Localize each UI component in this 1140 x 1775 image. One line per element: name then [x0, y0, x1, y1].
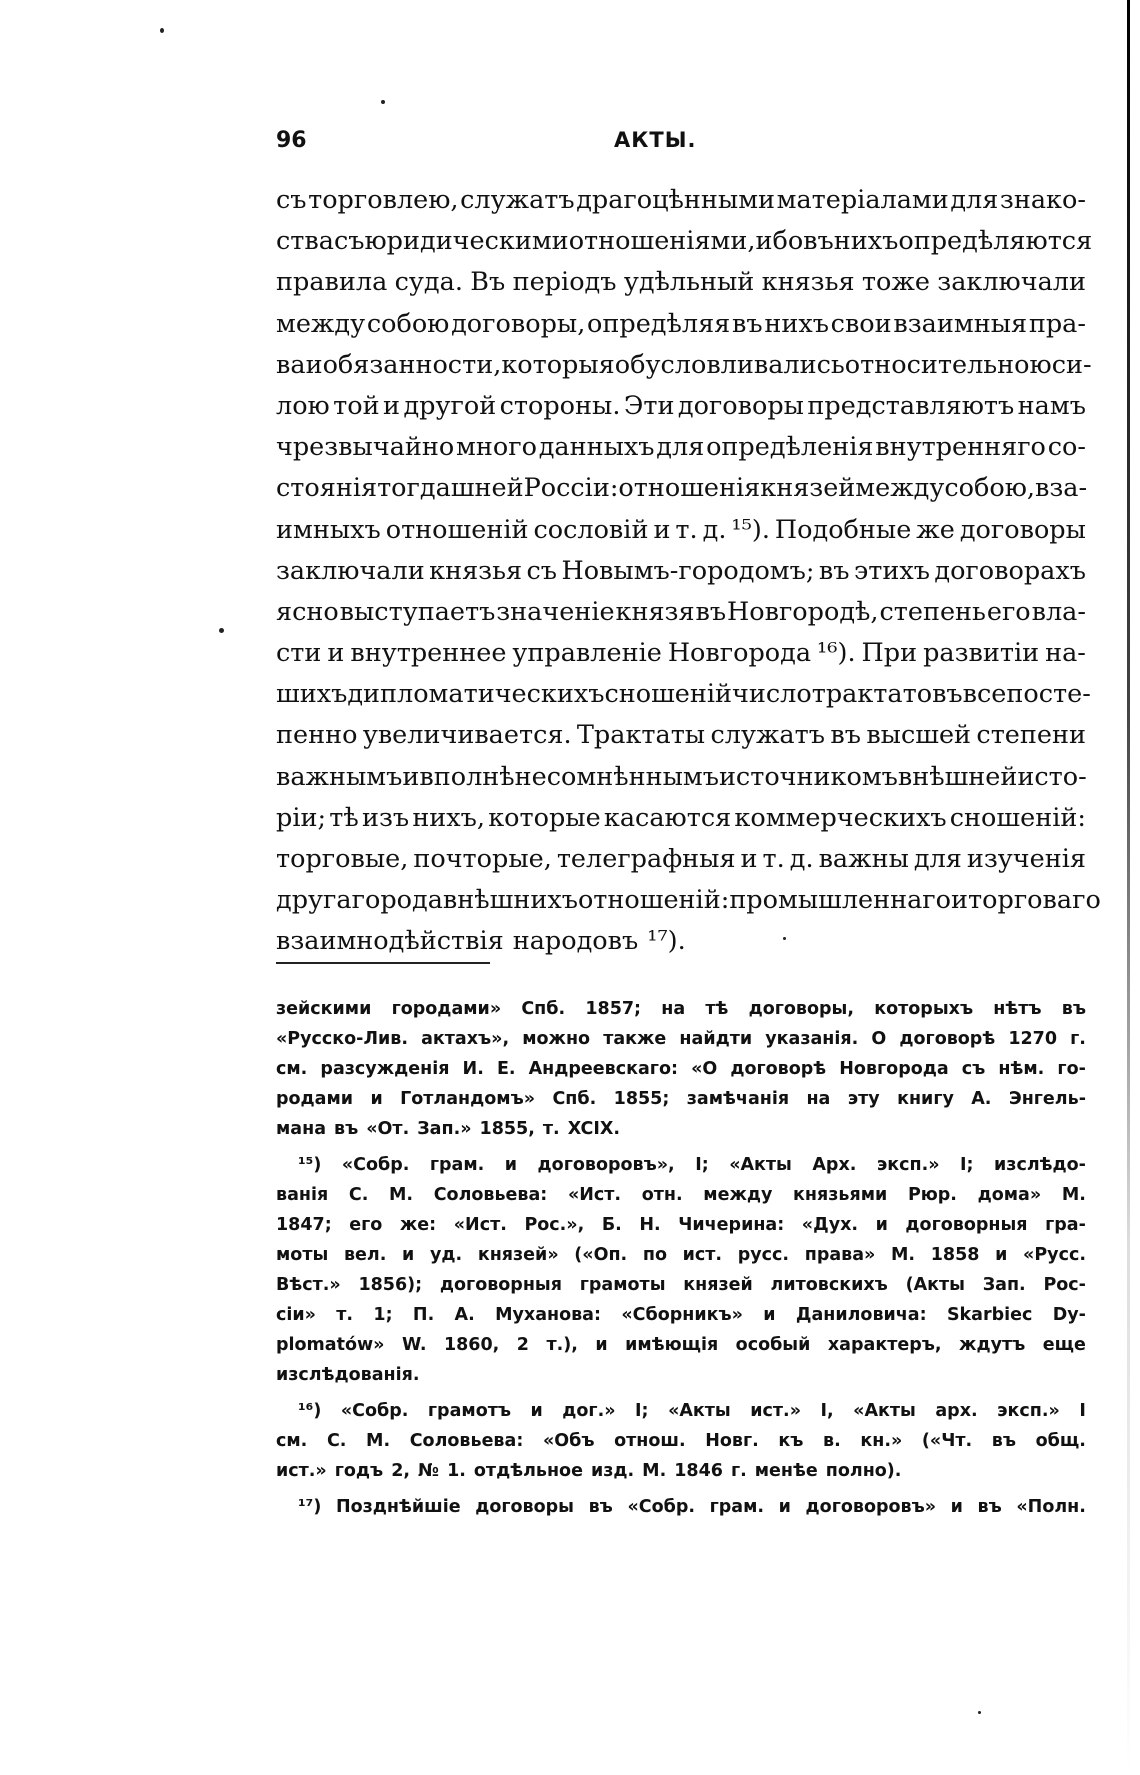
ink-speck [381, 100, 385, 104]
ink-speck [219, 628, 224, 633]
running-title: АКТЫ. [614, 128, 697, 152]
body-line: между собою договоры, опредѣляя въ нихъ свои взаимныя пра- [276, 308, 1086, 339]
body-line: сти и внутреннее управленіе Новгорода ¹⁶). При развитіи на- [276, 638, 1086, 669]
ink-speck [783, 937, 786, 940]
body-line: правила суда. Въ періодъ удѣльный князья тоже заключали [276, 267, 1086, 298]
body-line: имныхъ отношеній сословій и т. д. ¹⁵). Подобные же договоры [276, 514, 1086, 545]
body-line: чрезвычайно много данныхъ для опредѣленія внутренняго со- [276, 432, 1086, 463]
ink-speck [160, 28, 164, 33]
body-line: лою той и другой стороны. Эти договоры представляютъ намъ [276, 390, 1086, 421]
footnote-line-note17: ¹⁷) Позднѣйшіе договоры въ «Собр. грам. и договоровъ» и въ «Полн. [298, 1497, 1086, 1517]
page-header [276, 128, 1086, 162]
footnote-line-note16: см. С. М. Соловьева: «Объ отнош. Новг. къ в. кн.» («Чт. въ общ. [276, 1431, 1086, 1451]
ink-speck [978, 1711, 981, 1714]
main-text [276, 180, 1101, 963]
footnote-line-note15: Вѣст.» 1856); договорныя грамоты князей литовскихъ (Акты Зап. Рос- [276, 1275, 1086, 1295]
body-line: стоянія тогдашней Россіи: отношенія князей между собою, вза- [276, 473, 1088, 504]
footnote-line-note15: plomatów» W. 1860, 2 т.), и имѣющія особый характеръ, ждутъ еще [276, 1335, 1086, 1355]
body-line: другаго рода внѣшнихъ отношеній: промышленнаго и торговаго [276, 885, 1101, 916]
footnote-line-note16: ¹⁶) «Собр. грамотъ и дог.» I; «Акты ист.» I, «Акты арх. эксп.» I [298, 1401, 1086, 1421]
body-line: взаимнодѣйствія народовъ ¹⁷). [276, 926, 686, 957]
footnote-line-note15: изслѣдованія. [276, 1365, 420, 1385]
body-line: шихъ дипломатическихъ сношеній число трактатовъ все посте- [276, 679, 1091, 710]
footnote-line-note15: ванія С. М. Соловьева: «Ист. отн. между князьями Рюр. дома» М. [276, 1185, 1086, 1205]
footnote-separator-rule [276, 962, 490, 964]
footnotes [276, 994, 1086, 1522]
footnote-line-continuation: родами и Готландомъ» Спб. 1855; замѣчанія на эту книгу А. Энгель- [276, 1089, 1086, 1109]
footnote-line-note15: 1847; его же: «Ист. Рос.», Б. Н. Чичерина: «Дух. и договорныя гра- [276, 1215, 1086, 1235]
body-line: важнымъ и вполнѣ несомнѣннымъ источникомъ внѣшней исто- [276, 761, 1087, 792]
scan-edge-shadow [1127, 0, 1130, 1775]
body-line: пенно увеличивается. Трактаты служатъ въ высшей степени [276, 720, 1086, 751]
footnote-line-note15: моты вел. и уд. князей» («Оп. по ист. русс. права» М. 1858 и «Русс. [276, 1245, 1086, 1265]
footnote-line-continuation: см. разсужденія И. Е. Андреевскаго: «О договорѣ Новгорода съ нѣм. го- [276, 1059, 1086, 1079]
body-line: торговые, почторые, телеграфныя и т. д. важны для изученія [276, 844, 1086, 874]
page-number: 96 [276, 128, 307, 153]
footnote-line-continuation: мана въ «От. Зап.» 1855, т. XCIX. [276, 1119, 621, 1139]
body-line: ва и обязанности, которыя обусловливались относительною си- [276, 349, 1092, 380]
body-line: ясно выступаетъ значеніе князя въ Новгородѣ, степень его вла- [276, 596, 1086, 627]
body-line: съ торговлею, служатъ драгоцѣнными матеріалами для знако- [276, 185, 1086, 215]
body-line: заключали князья съ Новымъ-городомъ; въ этихъ договорахъ [276, 555, 1086, 586]
footnote-line-note16: ист.» годъ 2, № 1. отдѣльное изд. М. 1846 г. менѣе полно). [276, 1461, 902, 1481]
body-line: ріи; тѣ изъ нихъ, которые касаются коммерческихъ сношеній: [276, 802, 1086, 833]
footnote-line-continuation: зейскими городами» Спб. 1857; на тѣ договоры, которыхъ нѣтъ въ [276, 999, 1086, 1019]
footnote-line-continuation: «Русско-Лив. актахъ», можно также найдти указанія. О договорѣ 1270 г. [276, 1029, 1086, 1049]
footnote-line-note15: сіи» т. 1; П. А. Муханова: «Сборникъ» и Даниловича: Skarbiec Dy- [276, 1305, 1086, 1325]
body-line: ства съ юридическими отношеніями, ибо въ нихъ опредѣляются [276, 226, 1093, 257]
footnote-line-note15: ¹⁵) «Собр. грам. и договоровъ», I; «Акты Арх. эксп.» I; изслѣдо- [298, 1155, 1086, 1175]
